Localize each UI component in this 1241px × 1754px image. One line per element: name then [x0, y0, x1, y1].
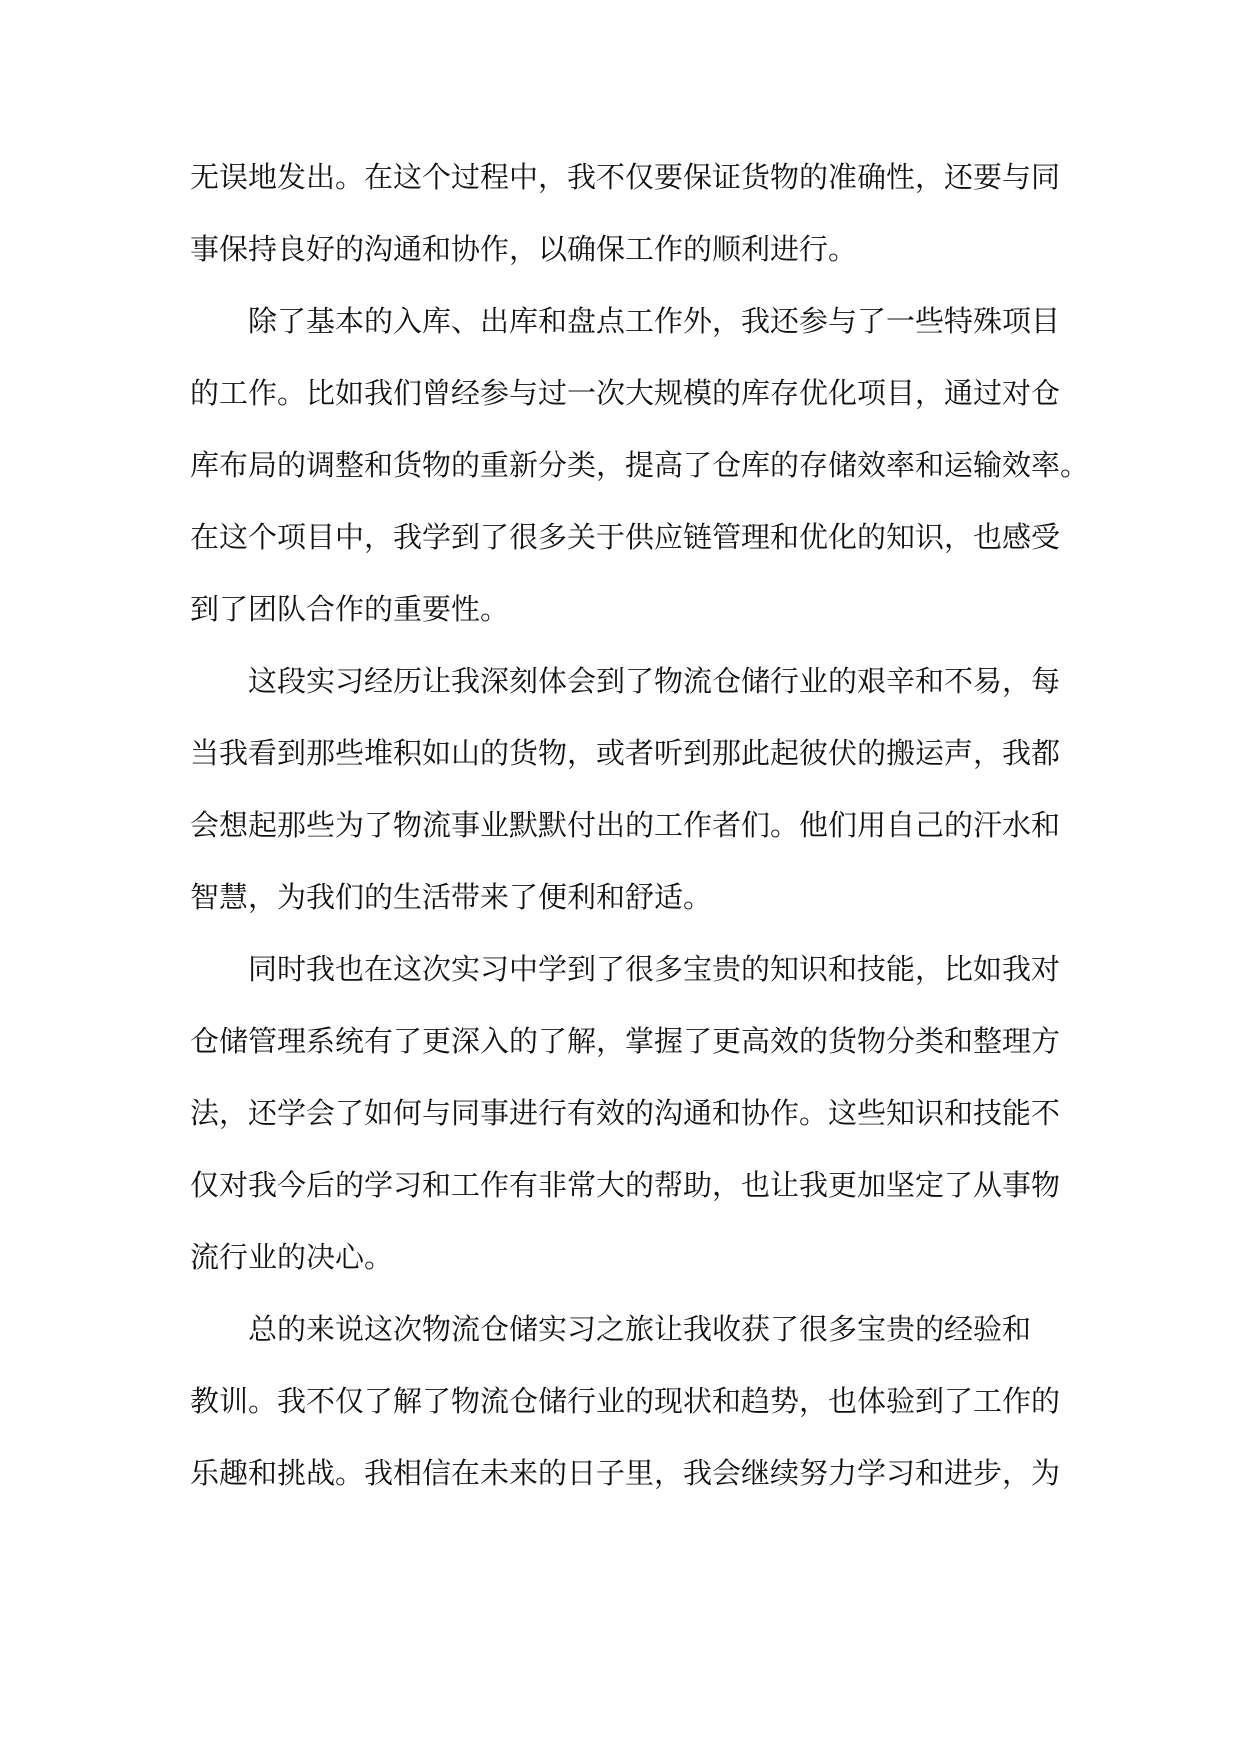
- text-line: 流行业的决心。: [190, 1240, 394, 1274]
- text-line: 会想起那些为了物流事业默默付出的工作者们。他们用自己的汗水和: [190, 808, 1061, 842]
- text-line: 事保持良好的沟通和协作，以确保工作的顺利进行。: [190, 232, 858, 266]
- text-line: 总的来说这次物流仓储实习之旅让我收获了很多宝贵的经验和: [248, 1312, 1032, 1346]
- text-line: 仓储管理系统有了更深入的了解，掌握了更高效的货物分类和整理方: [190, 1024, 1061, 1058]
- body-text: [190, 141, 1090, 1509]
- text-line: 法，还学会了如何与同事进行有效的沟通和协作。这些知识和技能不: [190, 1096, 1061, 1130]
- text-line: 这段实习经历让我深刻体会到了物流仓储行业的艰辛和不易，每: [248, 664, 1061, 698]
- text-line: 同时我也在这次实习中学到了很多宝贵的知识和技能，比如我对: [248, 952, 1061, 986]
- text-line: 到了团队合作的重要性。: [190, 592, 510, 626]
- text-line: 教训。我不仅了解了物流仓储行业的现状和趋势，也体验到了工作的: [190, 1384, 1061, 1418]
- text-line: 乐趣和挑战。我相信在未来的日子里，我会继续努力学习和进步，为: [190, 1456, 1061, 1490]
- text-line: 仅对我今后的学习和工作有非常大的帮助，也让我更加坚定了从事物: [190, 1168, 1061, 1202]
- text-line: 在这个项目中，我学到了很多关于供应链管理和优化的知识，也感受: [190, 520, 1061, 554]
- text-line: 库布局的调整和货物的重新分类，提高了仓库的存储效率和运输效率。: [190, 448, 1090, 482]
- text-line: 当我看到那些堆积如山的货物，或者听到那此起彼伏的搬运声，我都: [190, 736, 1061, 770]
- text-line: 除了基本的入库、出库和盘点工作外，我还参与了一些特殊项目: [248, 304, 1061, 338]
- text-line: 智慧，为我们的生活带来了便利和舒适。: [190, 880, 713, 914]
- text-line: 无误地发出。在这个过程中，我不仅要保证货物的准确性，还要与同: [190, 160, 1061, 194]
- text-line: 的工作。比如我们曾经参与过一次大规模的库存优化项目，通过对仓: [190, 376, 1061, 410]
